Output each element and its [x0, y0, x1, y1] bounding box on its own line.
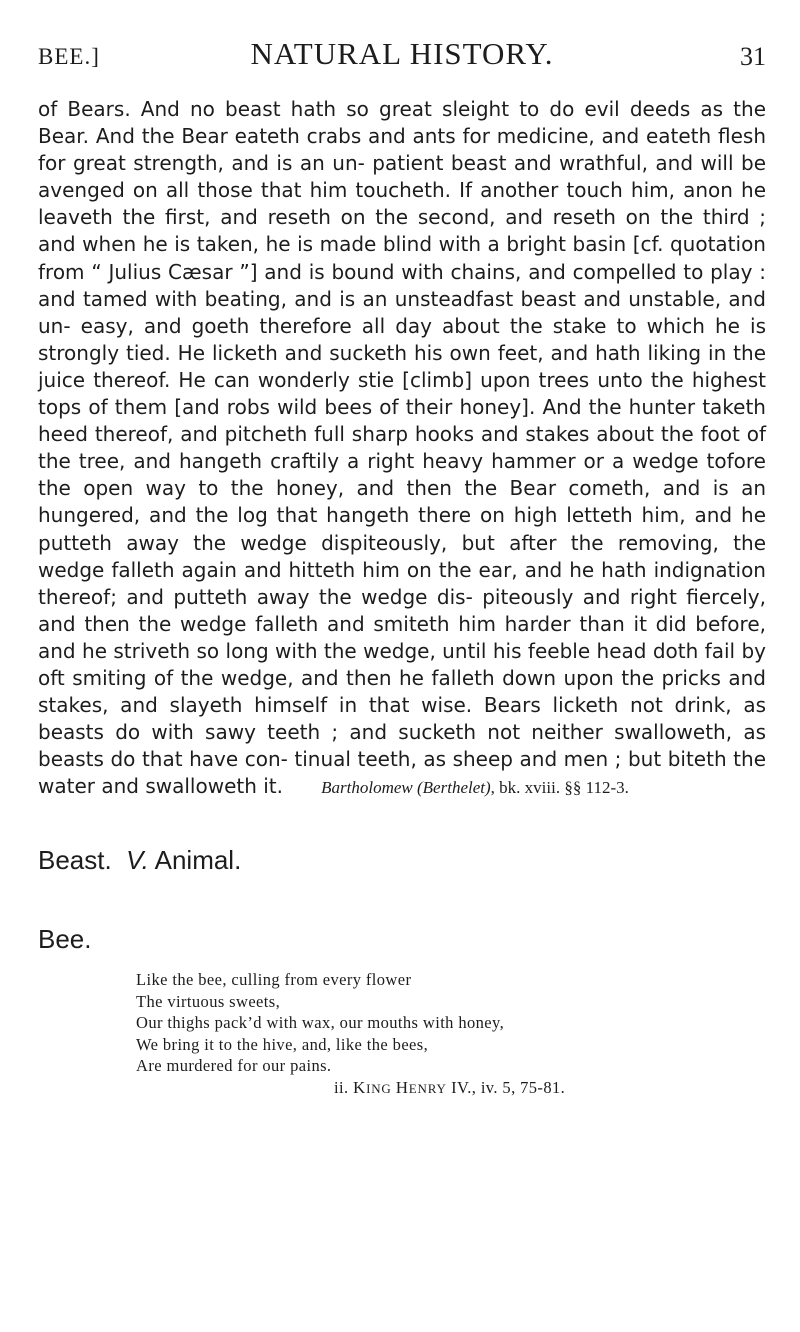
bee-heading: Bee.: [38, 924, 92, 955]
header-title: NATURAL HISTORY.: [250, 36, 554, 71]
beast-ref-target: Animal.: [154, 845, 242, 876]
running-header: [38, 36, 766, 76]
poem-line: The virtuous sweets,: [136, 991, 281, 1011]
beast-word: Beast.: [38, 845, 112, 876]
quotation-source: [136, 1077, 766, 1100]
page-body: [38, 96, 766, 1099]
citation: [321, 778, 629, 797]
citation-ref: , bk. xviii. §§ 112-3.: [490, 778, 629, 798]
source-ref: IV., iv. 5, 75-81.: [446, 1077, 566, 1097]
bear-passage-text: of Bears. And no beast hath so great sleight to do evil deeds as the Bear. And the Bear eateth crabs and ants for medicine, and eateth flesh for great strength, and is an un- patient beast and wrathful, and will be avenged on all those that him toucheth. If another touch him, anon he leaveth the first, and reseth on the second, and reseth on the third ; and when he is taken, he is made blind with a bright basin [cf. quotation from “ Julius Cæsar ”] and is bound with chains, and compelled to play : and tamed with beating, and is an unsteadfast beast and unstable, and un- easy, and goeth therefore all day about the stake to which he is strongly tied. He licketh and sucketh his own feet, and hath liking in the juice thereof. He can wonderly stie [climb] upon trees unto the highest tops of them [and robs wild bees of their honey]. And the hunter taketh heed thereof, and pitcheth full sharp hooks and stakes about the foot of the tree, and hangeth craftily a right heavy hammer or a wedge tofore the open way to the honey, and then the Bear cometh, and is an hungered, and the log that hangeth there on high letteth him, and he putteth away the wedge dispiteously, but after the removing, the wedge falleth again and hitteth him on the ear, and he hath indignation thereof; and putteth away the wedge dis- piteously and right fiercely, and then the wedge falleth and smiteth him harder than it did before, and he striveth so long with the wedge, until his feeble head doth fail by oft smiting of the wedge, and then he falleth down upon the pricks and stakes, and slayeth himself in that wise. Bears licketh not drink, as beasts do with sawy teeth ; and sucketh not neither swalloweth, as beasts do that have con- tinual teeth, as sheep and men ; but biteth the water and swalloweth it.: [38, 97, 766, 799]
vide-abbrev: V.: [126, 845, 149, 876]
citation-work: Bartholomew: [321, 778, 413, 798]
source-prefix: ii.: [334, 1077, 354, 1097]
citation-author: (Berthelet): [417, 778, 491, 798]
poem-line: Our thighs pack’d with wax, our mouths with honey,: [136, 1013, 505, 1033]
bear-passage: [38, 96, 766, 801]
beast-cross-reference: [38, 845, 766, 876]
page-number: 31: [740, 42, 766, 71]
poem-line: Like the bee, culling from every flower: [136, 970, 412, 990]
poem-line: We bring it to the hive, and, like the bees,: [136, 1034, 429, 1054]
poem-line: Are murdered for our pains.: [136, 1056, 332, 1076]
source-name: KING HENRY: [353, 1077, 447, 1097]
header-entry-label: BEE.]: [38, 44, 100, 69]
bee-quotation: [136, 969, 766, 1099]
